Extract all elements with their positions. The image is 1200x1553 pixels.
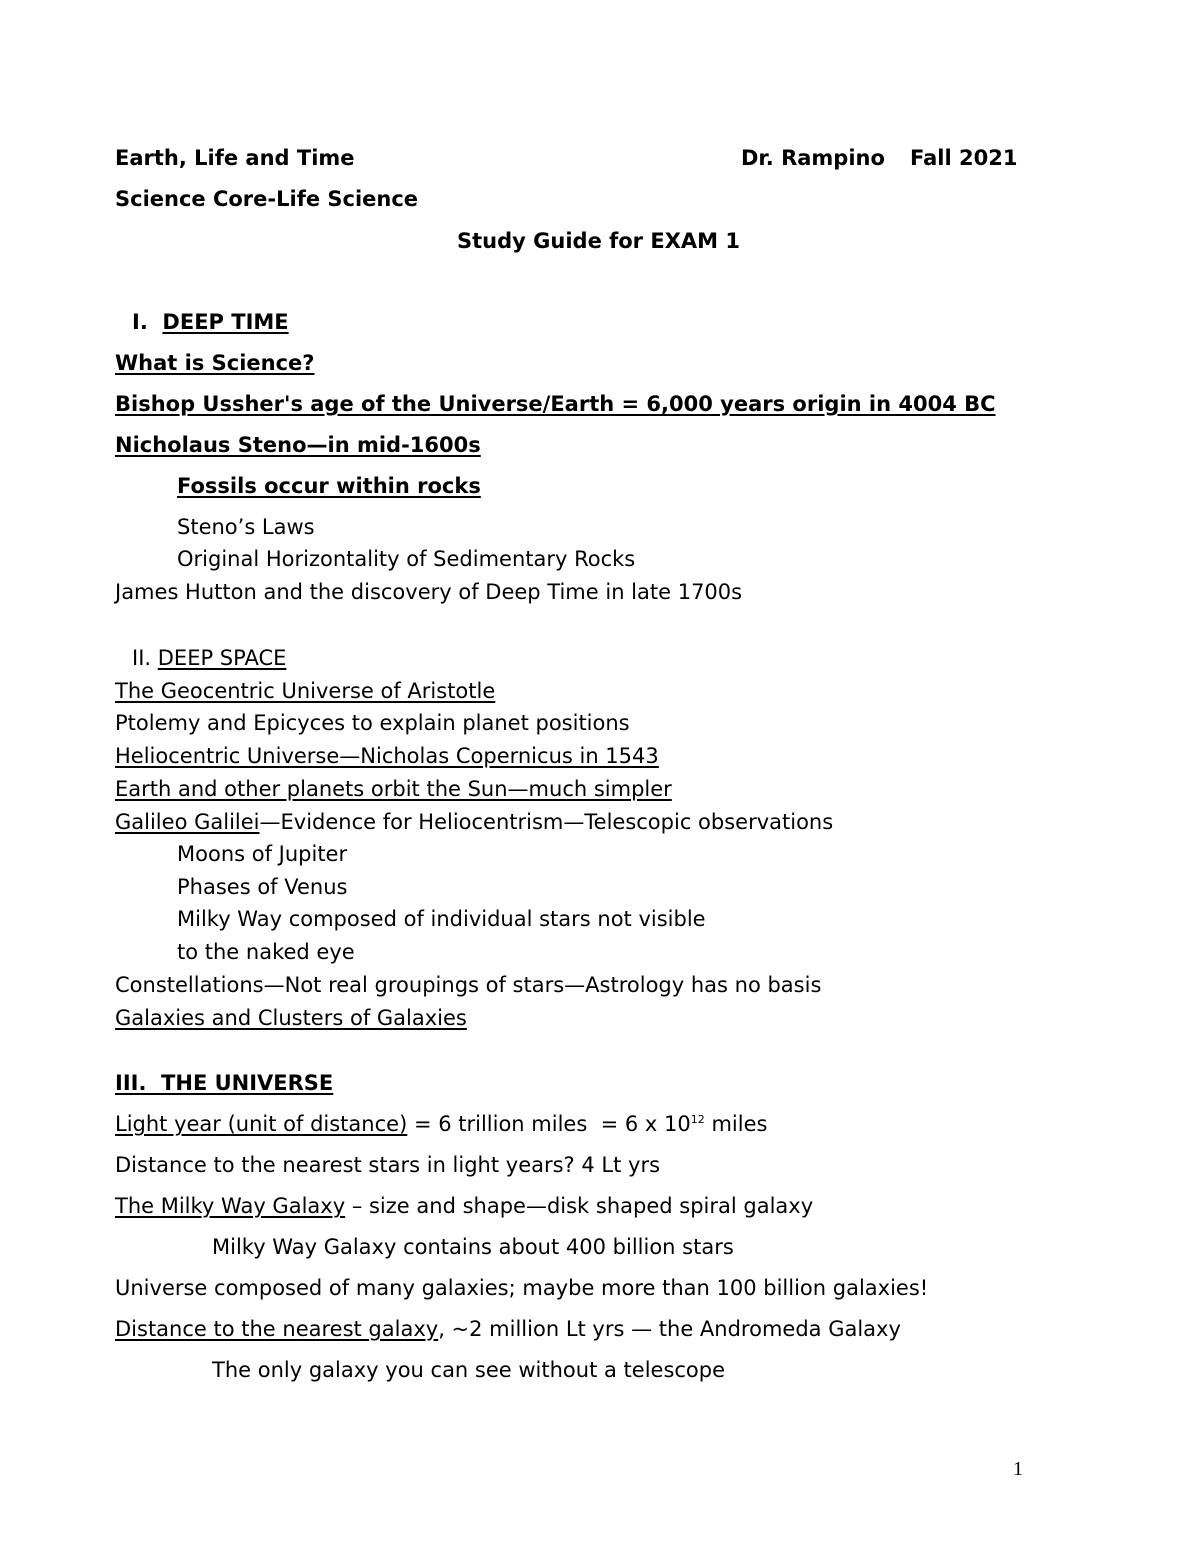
moons-of-jupiter: Moons of Jupiter bbox=[177, 842, 348, 866]
what-is-science: What is Science? bbox=[115, 351, 315, 375]
milky-way-star-count: Milky Way Galaxy contains about 400 billion stars bbox=[212, 1235, 734, 1259]
hutton-line: James Hutton and the discovery of Deep Time in late 1700s bbox=[115, 580, 743, 604]
many-galaxies-line: Universe composed of many galaxies; maybe more than 100 billion galaxies! bbox=[115, 1276, 929, 1300]
milky-way-description: – size and shape—disk shaped spiral galaxy bbox=[345, 1194, 814, 1218]
phases-of-venus: Phases of Venus bbox=[177, 875, 348, 899]
course-title: Earth, Life and Time bbox=[115, 146, 355, 170]
light-year-unit: miles bbox=[704, 1112, 768, 1136]
galileo-line bbox=[115, 809, 833, 835]
section-1-numeral: I. bbox=[132, 310, 148, 334]
light-year-exponent: 12 bbox=[690, 1113, 705, 1126]
galileo-evidence: —Evidence for Heliocentrism—Telescopic observations bbox=[259, 810, 834, 834]
milky-way-label: The Milky Way Galaxy bbox=[115, 1194, 346, 1218]
nearest-galaxy-value: , ~2 million Lt yrs — the Andromeda Galaxy bbox=[438, 1317, 901, 1341]
milky-way-stars-line-1: Milky Way composed of individual stars not visible bbox=[177, 907, 706, 931]
constellations-line: Constellations—Not real groupings of stars—Astrology has no basis bbox=[115, 973, 822, 997]
course-subtitle: Science Core-Life Science bbox=[115, 187, 419, 211]
milky-way-line bbox=[115, 1193, 813, 1219]
section-1-heading bbox=[132, 309, 289, 335]
only-galaxy-line: The only galaxy you can see without a telescope bbox=[212, 1358, 726, 1382]
geocentric-line: The Geocentric Universe of Aristotle bbox=[115, 679, 496, 703]
section-3-heading: III. THE UNIVERSE bbox=[115, 1071, 334, 1095]
section-2-title: DEEP SPACE bbox=[157, 646, 287, 670]
heliocentric-line: Heliocentric Universe—Nicholas Copernicus in 1543 bbox=[115, 744, 659, 768]
instructor-name: Dr. Rampino bbox=[741, 146, 885, 170]
section-2-numeral: II. bbox=[132, 646, 152, 670]
term: Fall 2021 bbox=[910, 146, 1018, 170]
galaxies-clusters-line: Galaxies and Clusters of Galaxies bbox=[115, 1006, 467, 1030]
orbit-line: Earth and other planets orbit the Sun—much simpler bbox=[115, 777, 672, 801]
galileo-name: Galileo Galilei bbox=[115, 810, 260, 834]
nearest-galaxy-line bbox=[115, 1316, 901, 1342]
section-2-heading bbox=[132, 645, 286, 671]
section-1-title: DEEP TIME bbox=[162, 310, 289, 334]
light-year-value: = 6 trillion miles = 6 x 10 bbox=[407, 1112, 691, 1136]
steno-line: Nicholaus Steno—in mid-1600s bbox=[115, 433, 481, 457]
ptolemy-line: Ptolemy and Epicyces to explain planet positions bbox=[115, 711, 630, 735]
page-number: 1 bbox=[1013, 1458, 1023, 1480]
light-year-line bbox=[115, 1111, 767, 1137]
page-title: Study Guide for EXAM 1 bbox=[457, 229, 740, 253]
ussher-line: Bishop Ussher's age of the Universe/Earth = 6,000 years origin in 4004 BC bbox=[115, 392, 996, 416]
original-horizontality: Original Horizontality of Sedimentary Rocks bbox=[177, 547, 636, 571]
fossils-line: Fossils occur within rocks bbox=[177, 474, 481, 498]
stenos-laws: Steno’s Laws bbox=[177, 515, 315, 539]
milky-way-stars-line-2: to the naked eye bbox=[177, 940, 355, 964]
nearest-stars-line: Distance to the nearest stars in light years? 4 Lt yrs bbox=[115, 1153, 661, 1177]
light-year-label: Light year (unit of distance) bbox=[115, 1112, 408, 1136]
nearest-galaxy-label: Distance to the nearest galaxy bbox=[115, 1317, 439, 1341]
